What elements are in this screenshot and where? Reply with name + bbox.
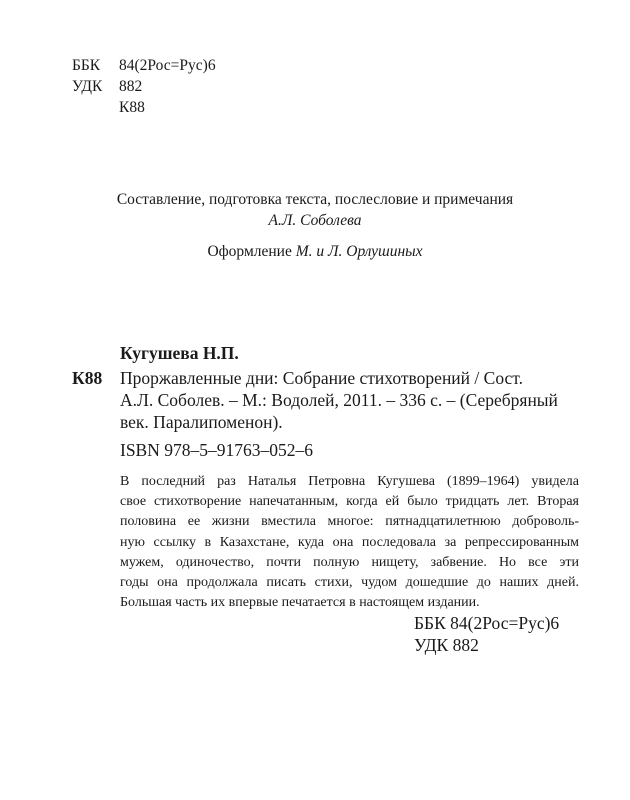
bibliographic-description — [120, 367, 579, 433]
annotation-line: свое стихотворение напечатанным, когда ей было тридцать лет. Вторая — [120, 494, 579, 510]
record-author: Кугушева Н.П. — [120, 343, 239, 363]
udk-bottom: УДК 882 — [414, 635, 479, 655]
classification-block-top — [72, 55, 216, 118]
biblio-line: Проржавленные дни: Собрание стихотворений / Сост. — [120, 368, 523, 388]
annotation-line: мужем, одиночество, почти полную нищету, забвение. Но все эти — [120, 554, 579, 570]
compilation-credit: Составление, подготовка текста, послесловие и примечания — [116, 191, 514, 208]
author-mark-row — [72, 97, 216, 118]
udk-value: 882 — [119, 78, 143, 95]
design-credit — [60, 241, 570, 262]
biblio-line: век. Паралипоменон). — [120, 412, 283, 432]
classification-block-bottom — [414, 612, 559, 656]
annotation-line: В последний раз Наталья Петровна Кугушева (1899–1964) увидела — [120, 474, 579, 489]
udk-label: УДК — [72, 78, 103, 95]
bbk-value: 84(2Рос=Рус)6 — [119, 57, 216, 74]
bbk-row — [72, 55, 216, 76]
annotation-line: ную ссылку в Казахстане, куда она последовала за репрессированным — [120, 534, 579, 550]
isbn: ISBN 978–5–91763–052–6 — [120, 440, 313, 460]
record-code: К88 — [72, 368, 103, 388]
author-mark: К88 — [119, 99, 145, 116]
annotation-line: Большая часть их впервые печатается в настоящем издании. — [120, 595, 480, 611]
udk-row — [72, 76, 216, 97]
compiler-name: А.Л. Соболева — [268, 212, 362, 229]
editors-block — [60, 189, 570, 262]
bbk-label: ББК — [72, 57, 101, 74]
designer-names: М. и Л. Орлушиных — [295, 243, 423, 260]
biblio-line: А.Л. Соболев. – М.: Водолей, 2011. – 336 с. – (Серебряный — [120, 390, 558, 410]
annotation-line: годы она продолжала писать стихи, чудом дошедшие до наших дней. — [120, 574, 579, 590]
design-label: Оформление — [207, 243, 292, 260]
bbk-bottom: ББК 84(2Рос=Рус)6 — [414, 613, 560, 633]
annotation-line: половина ее жизни вместила многое: пятнадцатилетнюю доброволь- — [120, 514, 579, 530]
annotation — [120, 472, 579, 613]
